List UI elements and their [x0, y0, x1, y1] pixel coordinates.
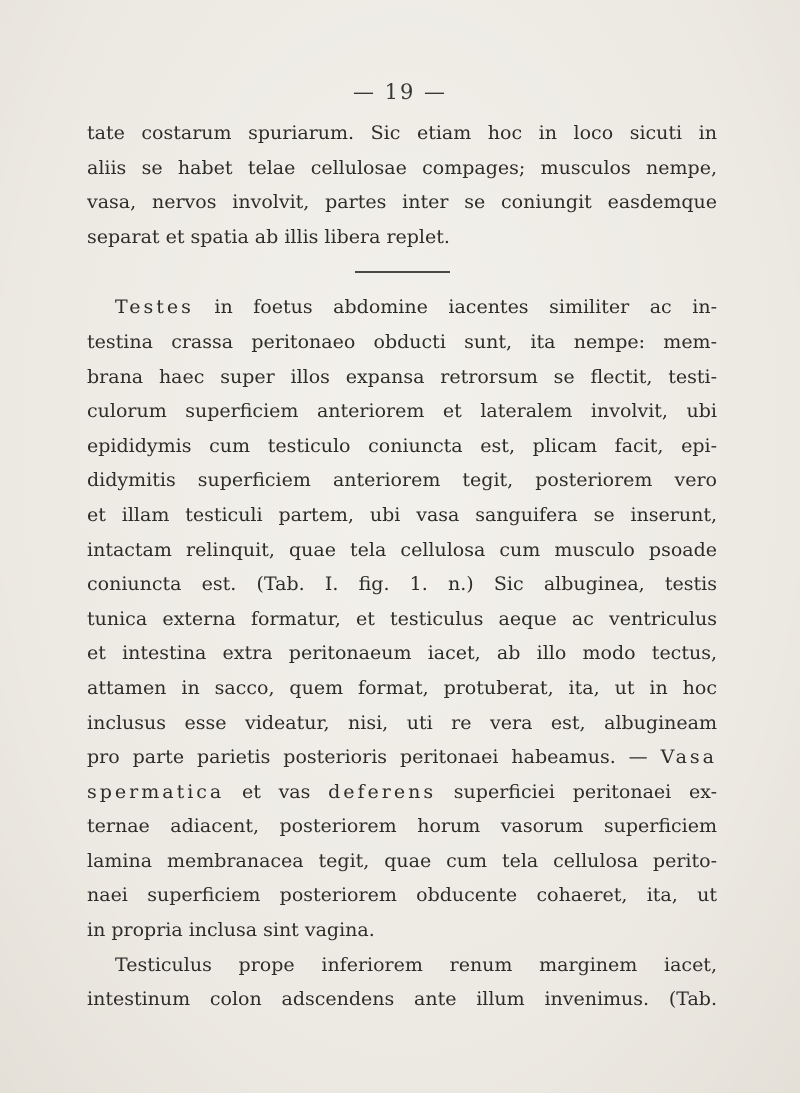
text-line: separat et spatia ab illis libera replet.	[87, 225, 450, 248]
spaced-term: spermatica	[87, 780, 225, 803]
text-line: Testiculus prope inferiorem renum marginem iacet,	[115, 953, 717, 976]
text-line: et intestina extra peritonaeum iacet, ab illo modo tectus,	[87, 642, 717, 665]
text-span: pro parte parietis posterioris peritonaei habeamus. —	[87, 746, 661, 769]
spaced-term: deferens	[328, 780, 437, 803]
text-line: didymitis superficiem anteriorem tegit, posteriorem vero	[87, 469, 717, 492]
text-span: et vas	[224, 780, 329, 803]
section-heading-word: Testes	[115, 296, 194, 319]
text-line: tate costarum spuriarum. Sic etiam hoc in loco sicuti in	[87, 122, 717, 144]
text-line: epididymis cum testiculo coniuncta est, plicam facit, epi-	[87, 434, 717, 457]
text-line: attamen in sacco, quem format, protuberat, ita, ut in hoc	[87, 676, 717, 699]
text-line: intactam relinquit, quae tela cellulosa cum musculo psoade	[87, 538, 717, 561]
paragraph-3	[87, 948, 717, 1017]
text-line: testina crassa peritonaeo obducti sunt, ita nempe: mem-	[87, 330, 717, 353]
text-line: vasa, nervos involvit, partes inter se coniungit easdemque	[87, 191, 717, 214]
text-line: culorum superficiem anteriorem et lateralem involvit, ubi	[87, 400, 717, 423]
text-line: tunica externa formatur, et testiculus aeque ac ventriculus	[87, 607, 717, 630]
body-text	[87, 116, 717, 1017]
text-line: ternae adiacent, posteriorem horum vasorum superficiem	[87, 815, 717, 838]
text-line: in propria inclusa sint vagina.	[87, 919, 375, 942]
paragraph-2	[87, 290, 717, 947]
text-line	[87, 740, 717, 775]
paragraph-1	[87, 116, 717, 254]
text-line: lamina membranacea tegit, quae cum tela cellulosa perito-	[87, 849, 717, 872]
text-line	[87, 775, 717, 810]
text-line: et illam testiculi partem, ubi vasa sanguifera se inserunt,	[87, 503, 717, 526]
text-line: aliis se habet telae cellulosae compages; musculos nempe,	[87, 156, 717, 179]
text-span: in foetus abdomine iacentes similiter ac in-	[193, 296, 717, 319]
section-divider	[355, 271, 450, 273]
page-number: — 19 —	[352, 80, 448, 104]
text-line: inclusus esse videatur, nisi, uti re vera est, albugineam	[87, 711, 717, 734]
text-line: coniuncta est. (Tab. I. fig. 1. n.) Sic albuginea, testis	[87, 573, 717, 596]
text-line: naei superficiem posteriorem obducente cohaeret, ita, ut	[87, 884, 717, 907]
text-line: intestinum colon adscendens ante illum invenimus. (Tab.	[87, 988, 717, 1011]
text-line	[87, 290, 717, 325]
text-line: brana haec super illos expansa retrorsum se flectit, testi-	[87, 365, 717, 388]
spaced-term: Vasa	[660, 746, 717, 769]
text-span: superficiei peritonaei ex-	[436, 780, 717, 803]
